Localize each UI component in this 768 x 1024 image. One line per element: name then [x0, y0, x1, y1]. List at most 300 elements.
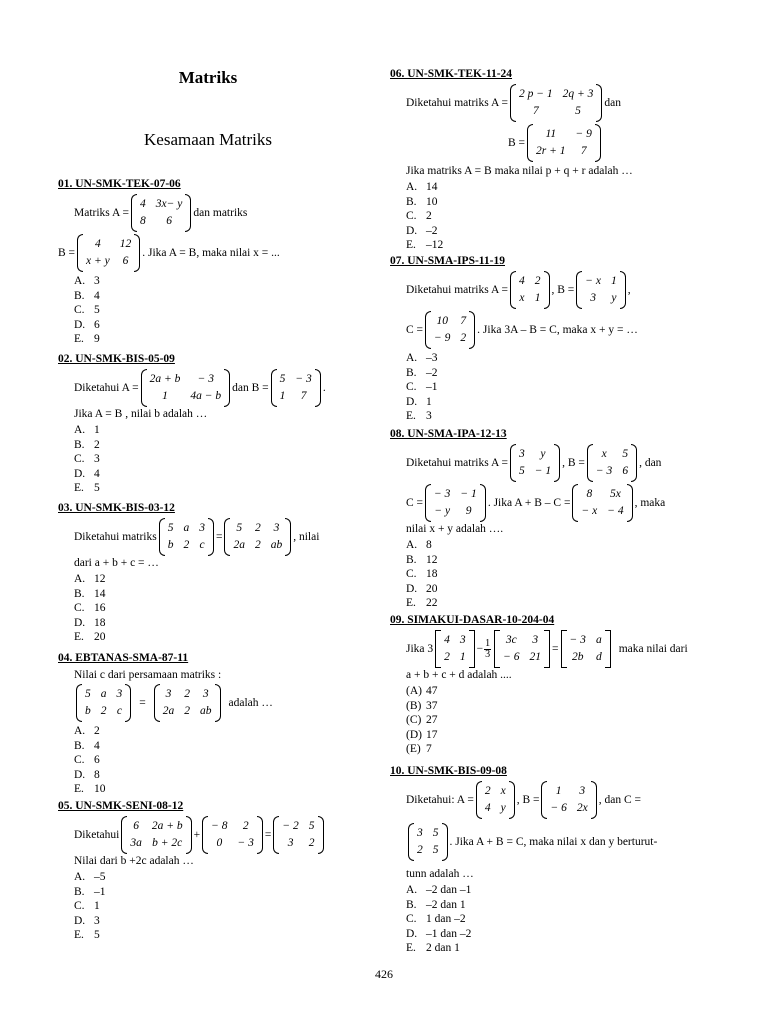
- answer-option: [58, 768, 358, 783]
- answer-option: [390, 596, 710, 611]
- matrix-cell: 2: [484, 785, 491, 797]
- matrix-b: [271, 369, 321, 407]
- section-title: Kesamaan Matriks: [144, 130, 272, 149]
- matrix-cells: [500, 630, 544, 668]
- question-code: 01. UN-SMK-TEK-07-06: [58, 178, 181, 190]
- option-value: 6: [94, 754, 100, 767]
- matrix-cell: c: [116, 705, 122, 717]
- answer-option: [390, 699, 710, 714]
- matrix-cell: 8: [586, 488, 593, 500]
- matrix-cell: 6: [622, 465, 629, 477]
- answer-option: [390, 898, 710, 913]
- matrix-cell: a: [595, 634, 602, 646]
- option-letter: B.: [406, 553, 417, 566]
- question-text: B =: [508, 136, 526, 149]
- matrix-left: [159, 518, 214, 556]
- matrix-cell: 2a + b: [151, 820, 183, 832]
- option-letter: D.: [74, 616, 86, 629]
- option-value: 3: [94, 453, 100, 466]
- option-letter: A.: [74, 573, 86, 585]
- option-letter: D.: [406, 927, 418, 940]
- answer-option: [390, 224, 710, 239]
- option-letter: B.: [406, 366, 417, 379]
- answer-option: [58, 870, 358, 885]
- matrix-cell: b: [85, 705, 91, 717]
- matrix-cell: 21: [529, 651, 542, 663]
- answer-option: [390, 395, 710, 410]
- page-title: Matriks: [178, 68, 238, 87]
- option-letter: B.: [406, 898, 417, 911]
- answer-option: [390, 713, 710, 728]
- matrix-cell: 5: [279, 373, 286, 385]
- matrix-cell: 4: [444, 634, 450, 646]
- question-text: Diketahui: [74, 828, 120, 841]
- matrix-c: [425, 484, 486, 522]
- option-value: 3: [94, 275, 100, 287]
- matrix-cell: 3: [165, 688, 172, 700]
- option-value: 3: [426, 410, 432, 423]
- question-code: 08. UN-SMA-IPA-12-13: [390, 428, 507, 440]
- answer-option: [390, 180, 710, 195]
- question-text: ,: [627, 283, 631, 296]
- matrix-cell: 5: [519, 465, 525, 477]
- matrix-cell: 3: [590, 292, 597, 304]
- matrix-cells: [160, 684, 215, 722]
- matrix-c: [425, 311, 475, 349]
- question-text: , B =: [551, 283, 575, 296]
- question-text: maka nilai dari: [618, 642, 688, 655]
- answer-option: [390, 553, 710, 568]
- option-value: 16: [94, 602, 106, 615]
- matrix-cell: 1: [534, 292, 541, 304]
- option-letter: E.: [74, 631, 84, 644]
- matrix-cells: [127, 816, 185, 854]
- answer-options: [58, 423, 358, 496]
- answer-option: [58, 303, 358, 318]
- matrix-cell: − 3: [295, 373, 312, 385]
- option-value: 14: [94, 587, 106, 600]
- answer-option: [390, 195, 710, 210]
- option-letter: A.: [74, 725, 86, 737]
- matrix-cells: [593, 444, 631, 482]
- matrix-cell: − 1: [460, 488, 477, 500]
- question-text: C =: [406, 323, 424, 336]
- answer-option: [390, 912, 710, 927]
- option-value: 18: [94, 616, 106, 629]
- matrix-cell: x + y: [86, 255, 110, 267]
- matrix-cell: 2a: [162, 705, 175, 717]
- matrix-cell: 12: [119, 238, 132, 250]
- option-letter: A.: [74, 275, 86, 287]
- matrix-cells: [230, 518, 285, 556]
- matrix-cell: 2: [417, 844, 423, 856]
- option-value: 37: [426, 699, 438, 712]
- option-letter: C.: [406, 568, 417, 581]
- option-value: 5: [94, 482, 100, 495]
- matrix-cells: [578, 484, 626, 522]
- matrix-left: [76, 684, 131, 722]
- question-text: adalah …: [228, 696, 273, 709]
- question-text: Jika A = B , nilai b adalah …: [74, 407, 208, 420]
- option-value: 6: [94, 318, 100, 331]
- answer-option: [58, 318, 358, 333]
- option-value: –1: [426, 381, 438, 394]
- question-code: 02. UN-SMK-BIS-05-09: [58, 353, 175, 365]
- question-text: , dan: [639, 456, 662, 469]
- matrix-cell: 8: [140, 215, 146, 227]
- plus-sign: +: [193, 828, 201, 841]
- matrix-cell: 4: [484, 802, 491, 814]
- matrix-cells: [482, 781, 509, 819]
- matrix-2: [202, 816, 263, 854]
- option-letter: B.: [74, 289, 85, 302]
- question-03: [58, 502, 358, 645]
- matrix-b: [541, 781, 596, 819]
- equals-sign: =: [215, 530, 223, 543]
- answer-option: [390, 538, 710, 553]
- matrix-b: [576, 271, 626, 309]
- question-08: [390, 428, 710, 611]
- matrix-cell: 0: [216, 837, 223, 849]
- question-text: Nilai c dari persamaan matriks :: [74, 668, 222, 681]
- answer-options: [58, 870, 358, 943]
- option-letter: E.: [74, 929, 84, 942]
- answer-option: [58, 753, 358, 768]
- answer-option: [390, 728, 710, 743]
- matrix-cell: d: [595, 651, 602, 663]
- matrix-cell: 3: [532, 634, 539, 646]
- matrix-cell: − x: [581, 505, 598, 517]
- option-letter: E.: [406, 239, 416, 252]
- answer-option: [58, 452, 358, 467]
- question-text: nilai x + y adalah ….: [406, 522, 504, 535]
- option-letter: E.: [74, 783, 84, 796]
- option-letter: D.: [74, 467, 86, 480]
- question-05: [58, 800, 358, 943]
- answer-option: [390, 380, 710, 395]
- option-letter: B.: [74, 885, 85, 898]
- matrix-cell: a: [183, 522, 190, 534]
- option-value: –2 dan –1: [426, 884, 472, 896]
- question-text: . Jika A + B – C =: [487, 496, 571, 509]
- answer-option: [390, 883, 710, 898]
- matrix-cells: [533, 124, 595, 162]
- matrix-cell: 1: [459, 651, 466, 663]
- matrix-cell: b + 2c: [152, 837, 183, 849]
- option-value: 8: [94, 768, 100, 781]
- question-text: tunn adalah …: [406, 867, 474, 880]
- matrix-cell: 5: [236, 522, 243, 534]
- question-text: dan matriks: [193, 206, 248, 219]
- matrix-cell: 1: [279, 390, 286, 402]
- matrix-c: [408, 823, 448, 861]
- option-value: –2: [426, 224, 438, 237]
- matrix-cell: y: [500, 802, 506, 814]
- matrix-cell: 6: [166, 215, 172, 227]
- matrix-cell: 3c: [505, 634, 517, 646]
- option-letter: A.: [406, 352, 418, 364]
- matrix-2: [494, 630, 550, 668]
- matrix-cell: 5: [575, 105, 581, 117]
- option-letter: C.: [406, 210, 417, 223]
- option-value: 12: [94, 573, 106, 585]
- matrix-cell: 3a: [130, 837, 142, 849]
- answer-option: [390, 238, 710, 253]
- answer-option: [390, 366, 710, 381]
- option-value: 10: [94, 783, 106, 796]
- question-text: , B =: [562, 456, 585, 469]
- question-text: , nilai: [293, 530, 320, 543]
- matrix-cells: [414, 823, 442, 861]
- matrix-cell: x: [519, 292, 525, 304]
- matrix-cells: [277, 369, 315, 407]
- answer-option: [58, 616, 358, 631]
- option-letter: B.: [74, 438, 85, 451]
- question-text: Jika 3: [406, 642, 434, 655]
- question-code: 07. UN-SMA-IPS-11-19: [390, 255, 505, 267]
- matrix-cell: y: [540, 448, 546, 460]
- question-06: [390, 68, 710, 253]
- matrix-cell: 2: [100, 705, 107, 717]
- matrix-cell: 5: [308, 820, 315, 832]
- question-text: Jika matriks A = B maka nilai p + q + r adalah …: [406, 164, 633, 177]
- matrix-cell: − 4: [607, 505, 624, 517]
- matrix-cell: − 3: [197, 373, 214, 385]
- matrix-cell: 2b: [571, 651, 584, 663]
- matrix-cells: [582, 271, 620, 309]
- question-01: [58, 178, 358, 347]
- matrix-cell: 2: [308, 837, 315, 849]
- matrix-cell: 3x− y: [155, 198, 183, 210]
- matrix-cells: [431, 484, 480, 522]
- matrix-cell: 2: [444, 651, 450, 663]
- matrix-cell: 4a − b: [190, 390, 222, 402]
- matrix-cell: 2: [460, 332, 467, 344]
- option-value: 18: [426, 568, 438, 581]
- matrix-cells: [516, 444, 554, 482]
- matrix-cell: c: [199, 539, 205, 551]
- page-number: 426: [375, 967, 393, 981]
- matrix-cell: 7: [460, 315, 467, 327]
- option-letter: D.: [74, 318, 86, 331]
- question-text: . Jika A + B = C, maka nilai x dan y berturut-: [449, 835, 658, 848]
- option-value: 4: [94, 739, 100, 752]
- matrix-cell: 6: [133, 820, 139, 832]
- matrix-cells: [431, 311, 469, 349]
- answer-option: [58, 928, 358, 943]
- matrix-cell: 7: [532, 105, 539, 117]
- option-letter: B.: [74, 739, 85, 752]
- matrix-cell: 2: [184, 688, 190, 700]
- option-value: 2 dan 1: [426, 942, 460, 955]
- matrix-cell: − 3: [595, 465, 613, 477]
- matrix-cell: 2: [183, 539, 190, 551]
- matrix-cell: 5: [432, 844, 439, 856]
- question-text: dan B =: [232, 381, 269, 394]
- answer-option: [58, 467, 358, 482]
- option-value: –5: [94, 871, 106, 883]
- answer-option: [58, 899, 358, 914]
- option-letter: C.: [74, 900, 85, 913]
- answer-option: [58, 630, 358, 645]
- question-text: Diketahui matriks A =: [406, 456, 508, 469]
- matrix-a: [141, 369, 231, 407]
- matrix-cell: ab: [200, 705, 212, 717]
- option-value: 5: [94, 929, 100, 942]
- matrix-cell: 4: [140, 198, 146, 210]
- matrix-cell: − 2: [282, 820, 299, 832]
- matrix-a: [510, 271, 550, 309]
- matrix-right: [154, 684, 221, 722]
- option-value: 9: [94, 333, 100, 346]
- answer-options: [390, 883, 710, 956]
- option-value: –1: [94, 885, 106, 898]
- matrix-cell: 3: [287, 837, 294, 849]
- matrix-cell: 3: [579, 785, 586, 797]
- question-text: Nilai dari b +2c adalah …: [74, 854, 194, 867]
- matrix-cell: − 3: [237, 837, 254, 849]
- option-letter: A.: [74, 424, 86, 436]
- option-letter: (E): [406, 743, 421, 756]
- option-value: 1 dan –2: [426, 913, 466, 926]
- option-letter: A.: [406, 539, 418, 551]
- answer-options: [390, 684, 710, 757]
- option-value: 20: [426, 582, 438, 595]
- option-letter: A.: [406, 181, 418, 193]
- option-letter: D.: [406, 224, 418, 237]
- matrix-cells: [208, 816, 257, 854]
- option-value: –2 dan 1: [426, 898, 466, 911]
- matrix-cell: 1: [555, 785, 562, 797]
- matrix-cell: 2: [534, 275, 541, 287]
- question-code: 04. EBTANAS-SMA-87-11: [58, 652, 189, 664]
- matrix-result: [572, 484, 632, 522]
- answer-option: [58, 724, 358, 739]
- matrix-1: [435, 630, 475, 668]
- option-letter: A.: [74, 871, 86, 883]
- matrix-cell: 5: [622, 448, 629, 460]
- question-10: [390, 765, 710, 956]
- matrix-cell: − 8: [211, 820, 228, 832]
- question-text: , maka: [634, 496, 666, 509]
- equals-sign: =: [264, 828, 272, 841]
- option-value: 3: [94, 914, 100, 927]
- question-text: Diketahui matriks A =: [406, 96, 508, 109]
- option-letter: E.: [406, 410, 416, 423]
- matrix-cell: 2x: [576, 802, 588, 814]
- matrix-cell: 5: [432, 827, 439, 839]
- answer-options: [390, 351, 710, 424]
- matrix-cell: 4: [519, 275, 525, 287]
- fraction-one-third: $\frac{1}{3}$: [485, 637, 491, 660]
- matrix-cell: − 9: [434, 332, 451, 344]
- option-value: 20: [94, 631, 106, 644]
- equals-sign: =: [552, 642, 559, 655]
- question-code: 10. UN-SMK-BIS-09-08: [390, 765, 507, 777]
- matrix-cell: y: [611, 292, 617, 304]
- matrix-b: [587, 444, 637, 482]
- matrix-cell: 3: [199, 522, 205, 534]
- matrix-cell: 4: [95, 238, 101, 250]
- option-letter: B.: [406, 195, 417, 208]
- option-value: –12: [426, 239, 444, 252]
- answer-option: [58, 739, 358, 754]
- answer-option: [390, 684, 710, 699]
- matrix-right: [224, 518, 291, 556]
- option-letter: E.: [406, 942, 416, 955]
- question-text: Diketahui A =: [74, 381, 139, 394]
- matrix-cells: [83, 234, 134, 272]
- option-letter: C.: [74, 453, 85, 466]
- option-letter: E.: [74, 333, 84, 346]
- matrix-cell: 2: [242, 820, 249, 832]
- matrix-cells: [547, 781, 590, 819]
- matrix-cells: [279, 816, 317, 854]
- option-value: 17: [426, 728, 438, 741]
- matrix-a: [510, 444, 560, 482]
- matrix-cell: 1: [162, 390, 168, 402]
- matrix-cell: 2q + 3: [562, 88, 594, 100]
- matrix-cell: 7: [580, 145, 587, 157]
- question-text: . Jika A = B, maka nilai x = ...: [142, 246, 280, 259]
- matrix-cell: b: [167, 539, 174, 551]
- option-value: 4: [94, 289, 100, 302]
- minus-sign: −: [476, 642, 484, 655]
- matrix-3: [273, 816, 323, 854]
- matrix-cell: 5: [85, 688, 91, 700]
- question-text: Diketahui: A =: [406, 793, 474, 806]
- answer-options: [390, 538, 710, 611]
- matrix-cell: 9: [465, 505, 472, 517]
- option-letter: (C): [406, 714, 422, 727]
- option-letter: D.: [406, 395, 418, 408]
- answer-option: [58, 782, 358, 797]
- matrix-cell: 1: [611, 275, 617, 287]
- option-value: 47: [426, 685, 438, 697]
- option-value: 7: [426, 743, 432, 756]
- option-value: 12: [426, 553, 438, 566]
- question-text: dan: [604, 96, 622, 109]
- option-value: –2: [426, 366, 438, 379]
- matrix-cell: 2: [254, 522, 261, 534]
- question-text: , dan C =: [598, 793, 641, 806]
- matrix-cell: − 9: [575, 128, 592, 140]
- answer-option: [390, 567, 710, 582]
- question-text: C =: [406, 496, 424, 509]
- answer-option: [390, 742, 710, 757]
- matrix-cell: 5: [167, 522, 174, 534]
- matrix-3: [561, 630, 611, 668]
- option-value: 1: [426, 395, 432, 408]
- answer-option: [58, 274, 358, 289]
- question-code: 09. SIMAKUI-DASAR-10-204-04: [390, 614, 555, 626]
- option-value: 8: [426, 539, 432, 551]
- matrix-b: [77, 234, 140, 272]
- matrix-cells: [567, 630, 605, 668]
- matrix-a: [131, 194, 191, 232]
- answer-option: [390, 582, 710, 597]
- matrix-cells: [82, 684, 125, 722]
- matrix-cells: [147, 369, 225, 407]
- answer-option: [58, 572, 358, 587]
- question-09: [390, 614, 710, 757]
- matrix-cell: 2r + 1: [536, 145, 566, 157]
- matrix-a: [510, 84, 602, 122]
- matrix-a: [476, 781, 515, 819]
- matrix-cell: 5x: [609, 488, 621, 500]
- answer-option: [58, 885, 358, 900]
- option-letter: D.: [74, 768, 86, 781]
